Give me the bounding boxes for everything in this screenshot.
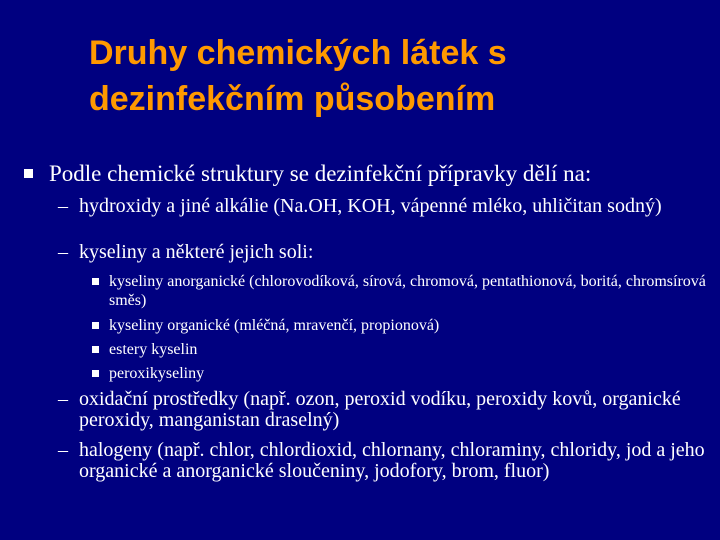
- square-bullet-icon: [92, 346, 99, 353]
- main-bullet-text: Podle chemické struktury se dezinfekční přípravky dělí na:: [49, 161, 592, 186]
- acid-item-text: kyseliny organické (mléčná, mravenčí, propionová): [109, 317, 440, 334]
- dash-bullet-icon: –: [58, 241, 68, 263]
- sub-item-oxidizers: [58, 389, 708, 431]
- sub-item-halogens: [58, 440, 708, 482]
- slide-title-line-2: dezinfekčním působením: [89, 80, 496, 118]
- square-bullet-icon: [92, 278, 99, 285]
- sub-item-text: halogeny (např. chlor, chlordioxid, chlornany, chloraminy, chloridy, jod a jeho organické a anorganické sloučeniny, jodofory, brom, fluor): [79, 439, 705, 482]
- acid-item-inorganic: [92, 272, 712, 310]
- slide-title: [89, 30, 689, 122]
- sub-item-acids: [58, 242, 708, 263]
- slide-title-line-1: Druhy chemických látek s: [89, 34, 507, 72]
- acid-item-text: kyseliny anorganické (chlorovodíková, sírová, chromová, pentathionová, boritá, chromsírová směs): [109, 273, 706, 309]
- sub-item-alkalis: [58, 196, 708, 217]
- dash-bullet-icon: –: [58, 388, 68, 410]
- acid-item-organic: [92, 316, 712, 335]
- acid-item-esters: [92, 340, 712, 359]
- sub-item-text: kyseliny a některé jejich soli:: [79, 241, 314, 263]
- sub-item-text: oxidační prostředky (např. ozon, peroxid vodíku, peroxidy kovů, organické peroxidy, manganistan draselný): [79, 388, 681, 431]
- sub-item-text: hydroxidy a jiné alkálie (Na.OH, KOH, vápenné mléko, uhličitan sodný): [79, 195, 662, 217]
- acid-item-peroxyacids: [92, 364, 712, 383]
- dash-bullet-icon: –: [58, 439, 68, 461]
- dash-bullet-icon: –: [58, 195, 68, 217]
- square-bullet-icon: [24, 169, 33, 178]
- acid-item-text: estery kyselin: [109, 341, 198, 358]
- square-bullet-icon: [92, 322, 99, 329]
- square-bullet-icon: [92, 370, 99, 377]
- acid-item-text: peroxikyseliny: [109, 365, 205, 382]
